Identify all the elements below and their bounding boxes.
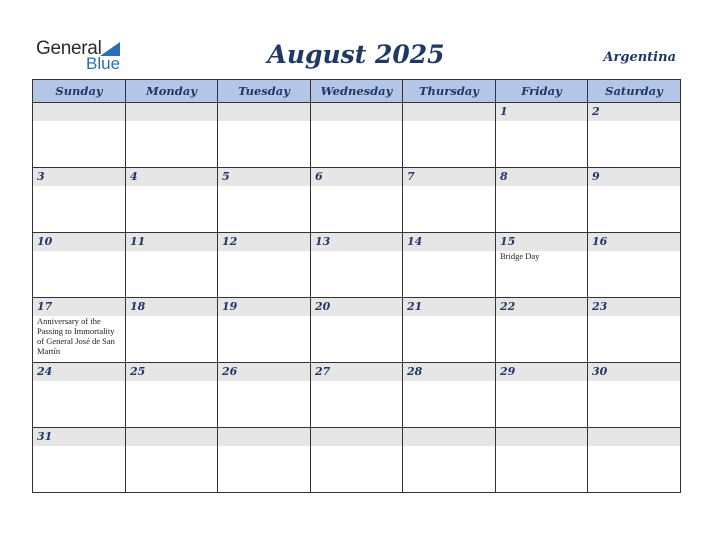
holiday-label: Anniversary of the Passing to Immortality of General José de San Martín — [37, 316, 115, 356]
day-number-bar — [588, 168, 680, 186]
day-cell — [403, 168, 496, 233]
day-cell — [496, 233, 588, 298]
day-number: 27 — [315, 365, 331, 378]
day-number: 24 — [37, 365, 53, 378]
day-number-bar — [496, 428, 587, 446]
day-number: 28 — [407, 365, 423, 378]
day-number-bar — [33, 103, 125, 121]
day-number: 13 — [315, 235, 331, 248]
day-cell — [496, 363, 588, 428]
day-number: 15 — [500, 235, 516, 248]
day-cell — [33, 168, 126, 233]
day-cell — [588, 233, 681, 298]
page-title: August 2025 — [267, 40, 445, 69]
day-number: 7 — [407, 170, 415, 183]
day-cell — [218, 363, 311, 428]
day-cell — [588, 298, 681, 363]
day-cell — [403, 298, 496, 363]
calendar-grid — [32, 79, 681, 493]
day-number-bar — [403, 168, 495, 186]
day-cell — [33, 298, 126, 363]
day-cell — [311, 233, 403, 298]
day-cell — [126, 428, 218, 493]
day-number: 23 — [592, 300, 608, 313]
day-cell — [218, 298, 311, 363]
day-cell — [126, 103, 218, 168]
day-number: 29 — [500, 365, 516, 378]
weekday-header: Friday — [496, 80, 588, 103]
day-number-bar — [126, 103, 217, 121]
day-cell — [588, 428, 681, 493]
day-cell — [311, 428, 403, 493]
day-number: 22 — [500, 300, 516, 313]
day-number: 19 — [222, 300, 238, 313]
day-cell — [403, 103, 496, 168]
day-cell — [311, 103, 403, 168]
day-number: 2 — [592, 105, 600, 118]
day-cell — [311, 363, 403, 428]
day-number: 5 — [222, 170, 230, 183]
day-number-bar — [218, 428, 310, 446]
day-number: 10 — [37, 235, 53, 248]
day-cell — [403, 428, 496, 493]
weekday-header: Monday — [126, 80, 218, 103]
day-number-bar — [311, 428, 402, 446]
day-cell — [588, 168, 681, 233]
country-label: Argentina — [603, 50, 676, 65]
week-row — [33, 103, 681, 168]
day-cell — [403, 363, 496, 428]
day-number-bar — [588, 103, 680, 121]
day-number: 18 — [130, 300, 146, 313]
day-number: 25 — [130, 365, 146, 378]
day-cell — [311, 168, 403, 233]
day-number-bar — [311, 103, 402, 121]
day-cell — [126, 233, 218, 298]
day-number-bar — [496, 103, 587, 121]
day-number: 31 — [37, 430, 53, 443]
day-cell — [218, 168, 311, 233]
day-cell — [403, 233, 496, 298]
day-cell — [311, 298, 403, 363]
day-number: 11 — [130, 235, 146, 248]
day-number: 3 — [37, 170, 45, 183]
day-cell — [33, 363, 126, 428]
weekday-header-row — [33, 80, 681, 103]
weekday-header: Thursday — [403, 80, 496, 103]
day-cell — [218, 103, 311, 168]
day-number: 12 — [222, 235, 238, 248]
week-row — [33, 428, 681, 493]
day-number-bar — [218, 168, 310, 186]
logo-blue-text: Blue — [86, 54, 121, 73]
day-number: 8 — [500, 170, 508, 183]
day-cell — [496, 103, 588, 168]
day-number: 1 — [500, 105, 508, 118]
day-number-bar — [403, 103, 495, 121]
day-number: 6 — [315, 170, 323, 183]
day-cell — [33, 233, 126, 298]
day-cell — [588, 363, 681, 428]
week-row — [33, 168, 681, 233]
day-number-bar — [311, 168, 402, 186]
day-number: 4 — [130, 170, 138, 183]
day-number-bar — [126, 428, 217, 446]
day-number-bar — [126, 168, 217, 186]
day-cell — [496, 298, 588, 363]
day-number-bar — [588, 428, 680, 446]
day-cell — [588, 103, 681, 168]
weekday-header: Wednesday — [311, 80, 403, 103]
day-number: 17 — [37, 300, 53, 313]
day-number: 21 — [407, 300, 423, 313]
day-number-bar — [403, 428, 495, 446]
week-row — [33, 233, 681, 298]
logo-general-text: General — [36, 38, 102, 59]
weekday-header: Sunday — [33, 80, 126, 103]
day-cell — [126, 363, 218, 428]
day-cell — [126, 168, 218, 233]
day-number: 26 — [222, 365, 238, 378]
day-number-bar — [33, 168, 125, 186]
day-cell — [218, 428, 311, 493]
day-number: 20 — [315, 300, 331, 313]
day-number: 9 — [592, 170, 600, 183]
day-number-bar — [218, 103, 310, 121]
day-cell — [33, 428, 126, 493]
day-number: 14 — [407, 235, 423, 248]
holiday-label: Bridge Day — [500, 251, 540, 261]
weekday-header: Tuesday — [218, 80, 311, 103]
day-cell — [496, 428, 588, 493]
day-number: 16 — [592, 235, 608, 248]
weekday-header: Saturday — [588, 80, 681, 103]
week-row — [33, 298, 681, 363]
day-number-bar — [496, 168, 587, 186]
logo — [36, 38, 136, 74]
day-cell — [496, 168, 588, 233]
day-cell — [33, 103, 126, 168]
week-row — [33, 363, 681, 428]
day-number: 30 — [592, 365, 608, 378]
day-cell — [126, 298, 218, 363]
day-cell — [218, 233, 311, 298]
